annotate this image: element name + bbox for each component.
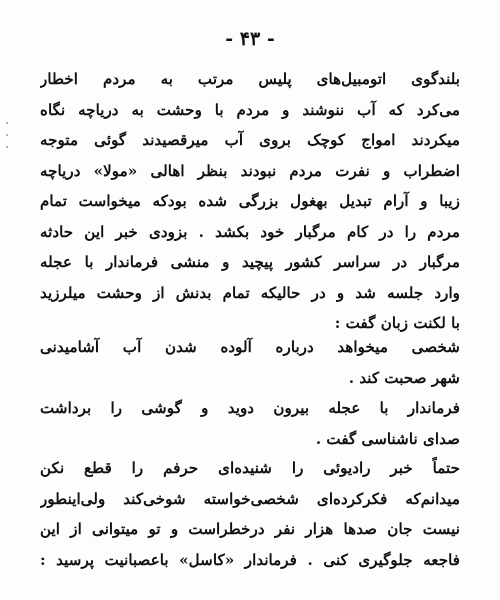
text-line: با لکنت زبان گفت : (334, 314, 460, 332)
text-line: حتماً خبر رادیوئی را شنیده‌ای حرفم را قطع نکن (40, 459, 460, 477)
text-line: صدای ناشناسی گفت . (315, 429, 460, 448)
text-line: می‌کرد که آب ننوشند و مردم با وحشت به دریاچه نگاه (40, 100, 460, 119)
text-line: مرگبار در سراسر کشور پیچید و منشی فرماندار با عجله (40, 253, 460, 271)
text-line: میدانم‌که فکرکرده‌ای شخصی‌خواسته شوخی‌کند ولی‌اینطور (40, 489, 460, 508)
text-line: فرماندار با عجله بیرون دوید و گوشی را برداشت (40, 399, 460, 417)
paragraph-2 (40, 332, 460, 393)
margin-marks (4, 122, 10, 162)
margin-dot (6, 134, 8, 136)
paragraph-1 (40, 64, 460, 339)
text-line: وارد جلسه شد و در حالیکه تمام بدنش از وحشت میلرزید (40, 283, 460, 302)
text-line: زیبا و آرام تبدیل بهغول بزرگی شده بودکه میخواست تمام (40, 192, 460, 210)
text-line: اضطراب و نفرت مردم نبودند بنظر اهالی «مولا» دریاچه (40, 161, 460, 180)
text-line: شخصی میخواهد درباره آلوده شدن آب آشامیدنی (40, 338, 460, 356)
text-line: بلندگوی اتومبیل‌های پلیس مرتب به مردم اخطار (40, 70, 460, 88)
paragraph-3 (40, 393, 460, 454)
text-line: میکردند امواج کوچک بروی آب میرقصیدند گوئی متوجه (40, 131, 460, 149)
text-line: شهر صحبت کند . (348, 368, 460, 387)
page-number: - ۴۳ - (225, 28, 275, 50)
text-line: مردم را در کام مرگبار خود بکشد . بزودی خبر این حادثه (40, 222, 460, 241)
text-line: نیست جان صدها هزار نفر درخطراست و تو میتوانی از این (40, 520, 460, 538)
margin-dot (6, 122, 8, 124)
margin-dot (6, 146, 8, 148)
paragraph-4 (40, 453, 460, 575)
text-line: فاجعه جلوگیری کنی . فرماندار «کاسل» باعصبانیت پرسید : (40, 550, 460, 569)
